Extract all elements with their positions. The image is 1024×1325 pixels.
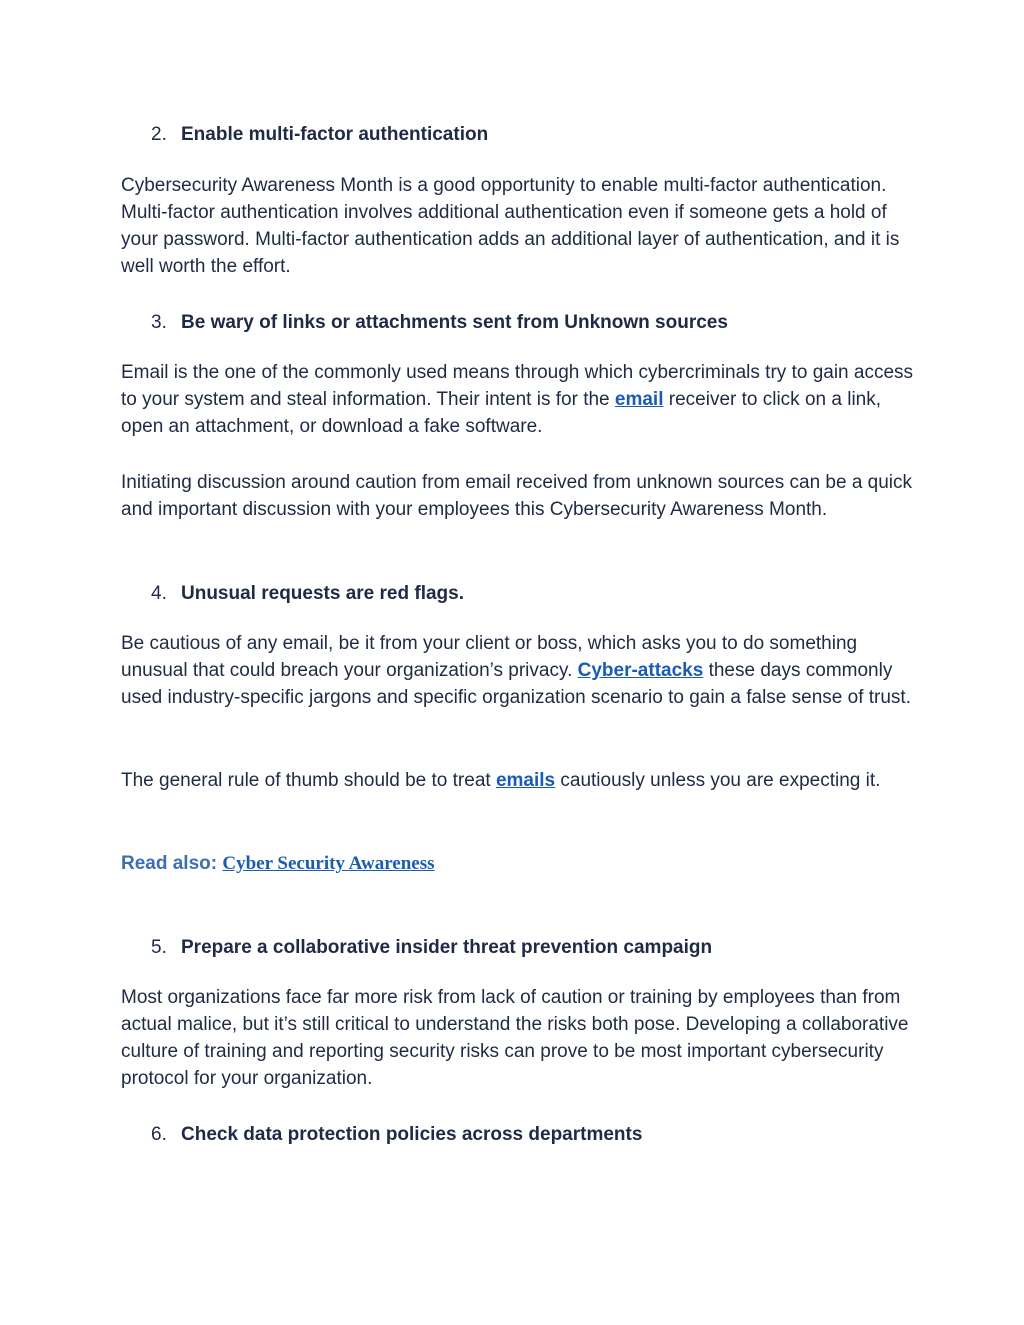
section-paragraph	[121, 767, 921, 794]
email-link[interactable]: email	[614, 389, 664, 410]
emails-link[interactable]: emails	[495, 770, 556, 791]
read-also-label: Read also:	[121, 853, 223, 874]
section-paragraph: Most organizations face far more risk from lack of caution or training by employees than from actual malice, but it’s still critical to understand the risks both pose. Developing a collaborative culture of training and reporting security risks can prove to be most important cybersecurity protocol for your organization.	[121, 987, 909, 1089]
section-number: 6.	[151, 1124, 167, 1145]
section-heading	[151, 1121, 921, 1148]
paragraph-text: cautiously unless you are expecting it.	[555, 770, 881, 791]
section-paragraph: Cybersecurity Awareness Month is a good opportunity to enable multi-factor authentication. Multi-factor authentication involves additional authentication even if someone gets a hold of your password. Multi-factor authentication adds an additional layer of authentication, and it is well worth the effort.	[121, 175, 900, 277]
section-paragraph	[121, 359, 921, 440]
paragraph-text: these days commonly used industry-specific jargons and specific organization scenario to gain a false sense of trust.	[121, 660, 911, 708]
section-number: 3.	[151, 312, 167, 333]
paragraph-text: receiver to click on a link, open an attachment, or download a fake software.	[121, 389, 882, 437]
section-paragraph	[121, 630, 921, 711]
section-title: Enable multi-factor authentication	[181, 124, 489, 145]
section-number: 5.	[151, 937, 167, 958]
section-heading	[151, 309, 921, 336]
paragraph-text: Be cautious of any email, be it from your client or boss, which asks you to do something unusual that could breach your organization’s privacy.	[121, 633, 858, 681]
section-number: 2.	[151, 124, 167, 145]
section-title: Prepare a collaborative insider threat prevention campaign	[181, 937, 713, 958]
read-also-link[interactable]: Cyber Security Awareness	[222, 853, 435, 874]
section-paragraph: Initiating discussion around caution from email received from unknown sources can be a quick and important discussion with your employees this Cybersecurity Awareness Month.	[121, 472, 913, 520]
read-also	[121, 850, 921, 877]
section-heading	[151, 121, 921, 148]
section-heading	[151, 580, 921, 607]
section-number: 4.	[151, 583, 167, 604]
section-title: Be wary of links or attachments sent from Unknown sources	[181, 312, 728, 333]
section-title: Unusual requests are red flags.	[181, 583, 464, 604]
paragraph-text: The general rule of thumb should be to treat	[121, 770, 496, 791]
paragraph-text: Email is the one of the commonly used means through which cybercriminals try to gain access to your system and steal information. Their intent is for the	[121, 362, 914, 410]
section-heading	[151, 934, 921, 961]
section-title: Check data protection policies across departments	[181, 1124, 643, 1145]
cyber-attacks-link[interactable]: Cyber-attacks	[577, 660, 704, 681]
